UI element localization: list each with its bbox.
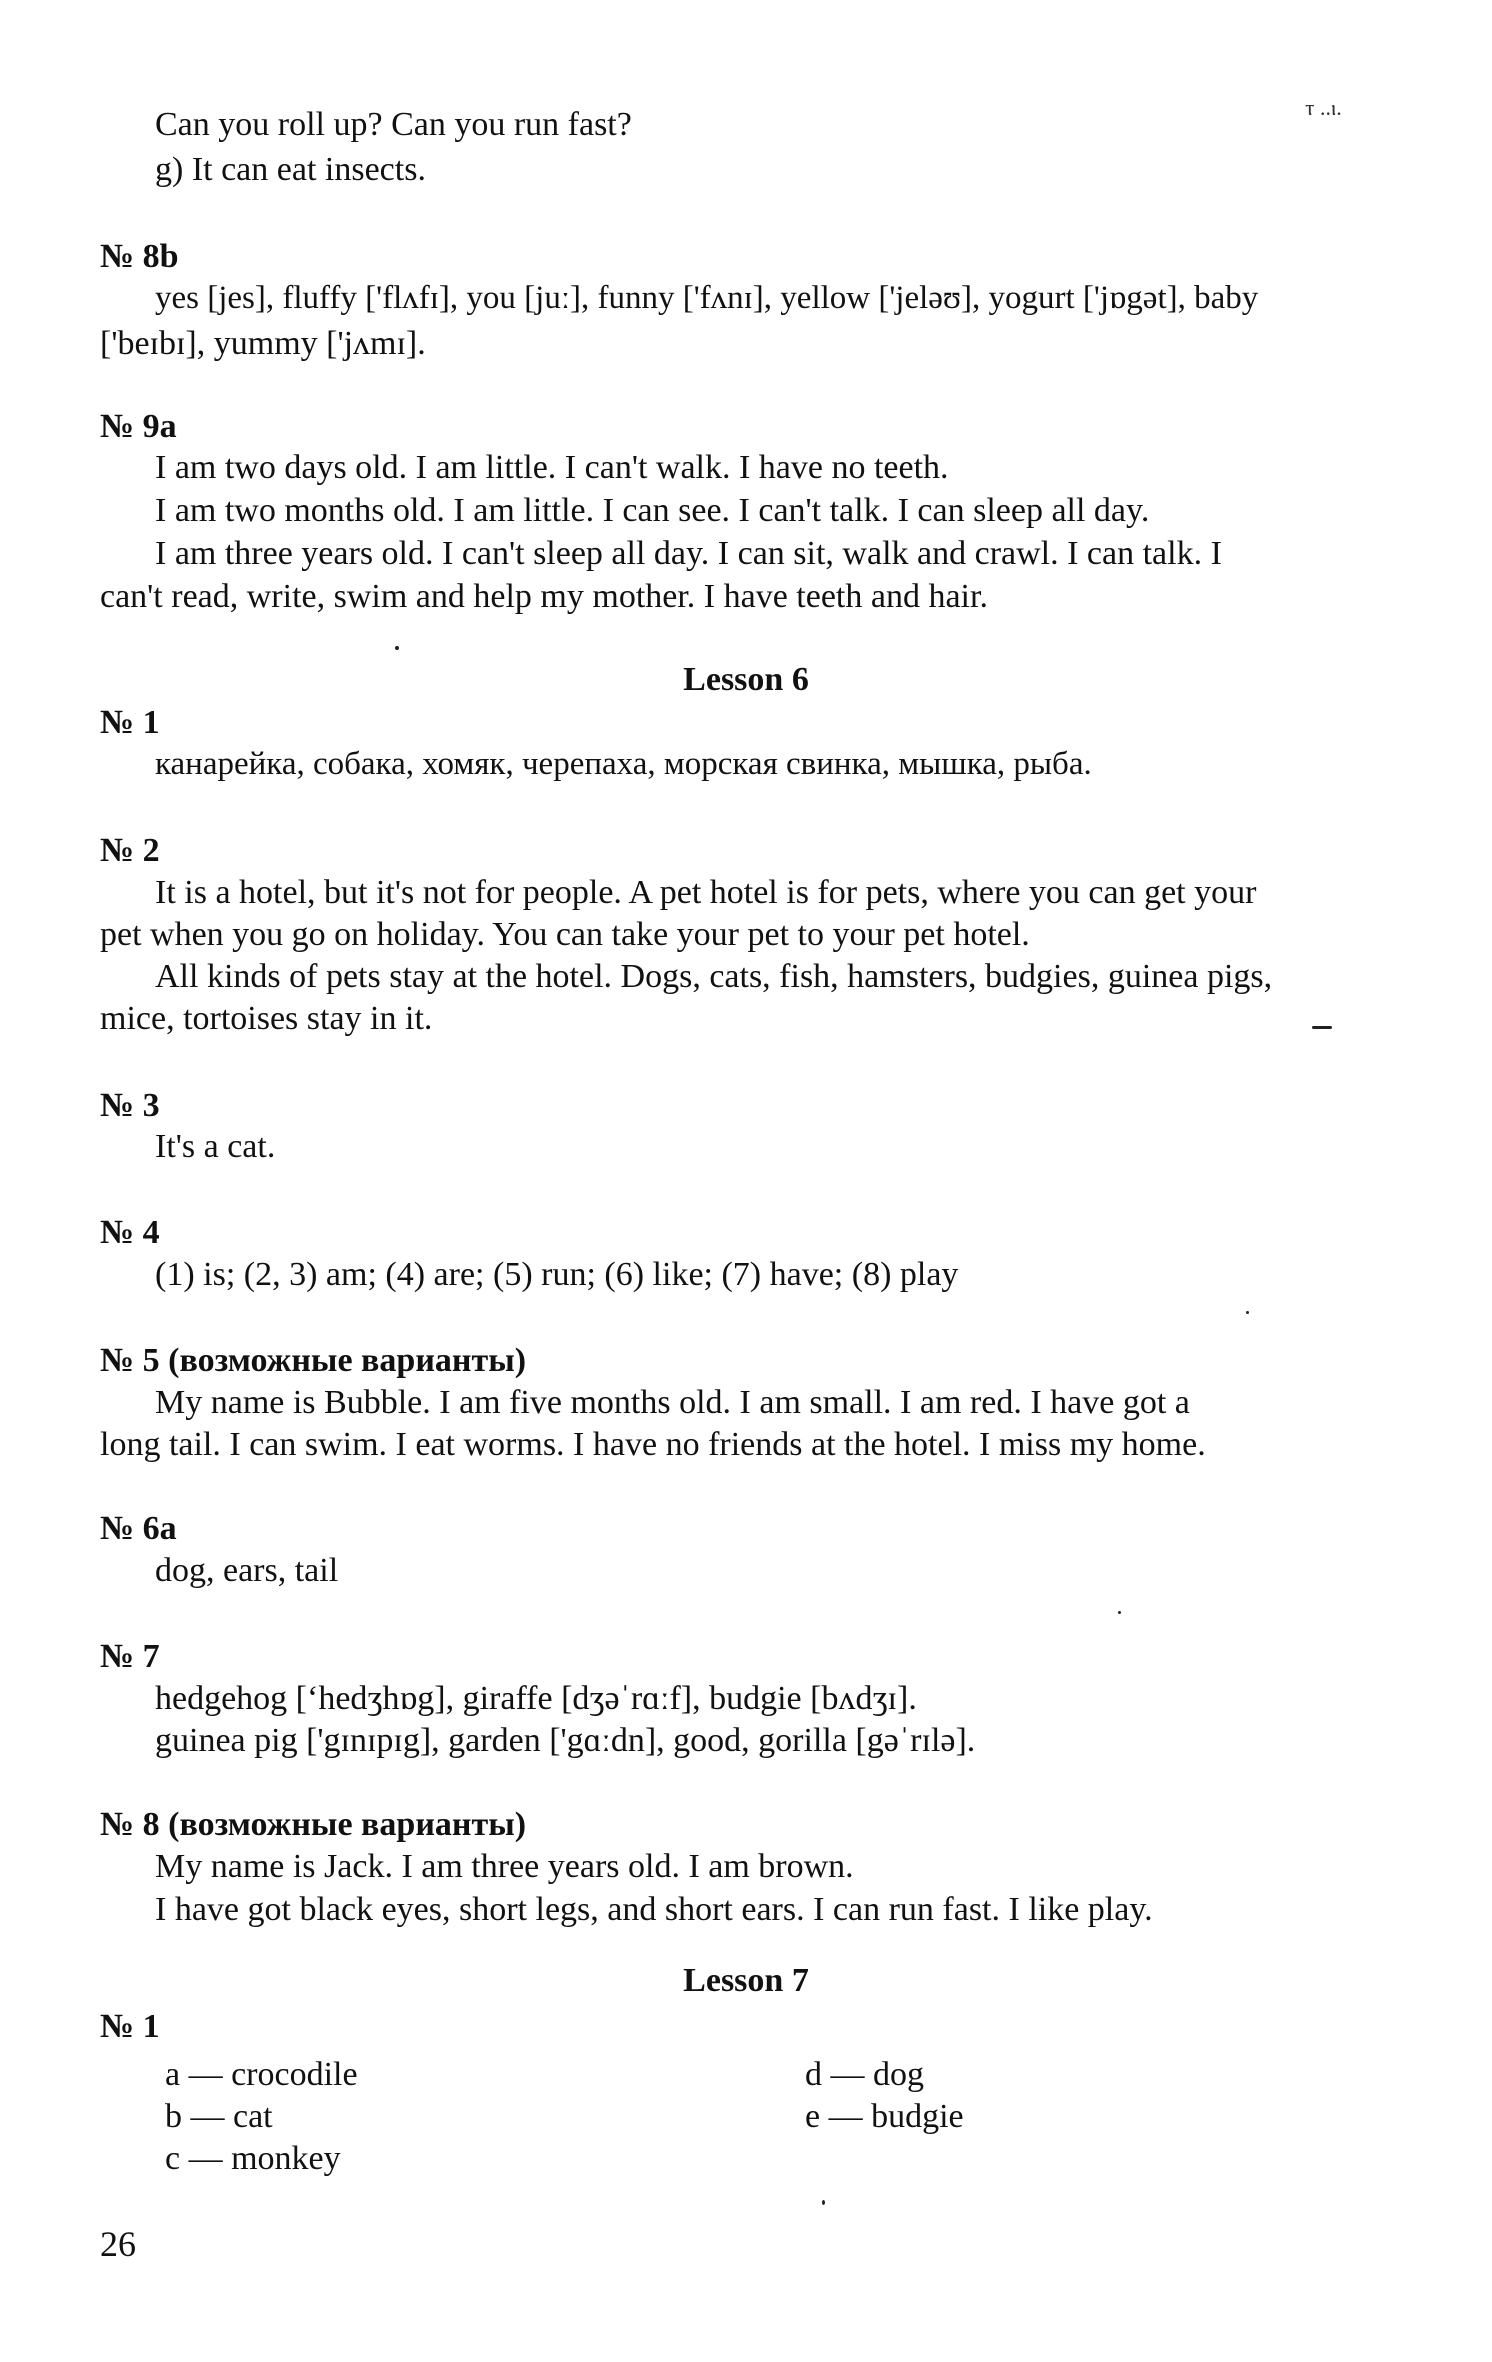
lesson-6-section-5-line-2: long tail. I can swim. I eat worms. I have no friends at the hotel. I miss my home.: [100, 1426, 1206, 1463]
print-dash: [1312, 1026, 1332, 1029]
lesson-6-section-2-line-1: It is a hotel, but it's not for people. A pet hotel is for pets, where you can get your: [155, 874, 1257, 911]
match-item: a — crocodile: [165, 2056, 358, 2093]
lesson-7-section-1-heading: № 1: [100, 2008, 160, 2045]
section-9a-line-4: can't read, write, swim and help my mother. I have teeth and hair.: [100, 578, 988, 615]
section-8b-line-1: yes [jes], fluffy ['flʌfɪ], you [juː], funny ['fʌnɪ], yellow ['jeləʊ], yogurt ['jɒgət], baby: [155, 280, 1259, 316]
lesson-6-section-4-heading: № 4: [100, 1214, 160, 1251]
lesson-6-section-4-line-1: (1) is; (2, 3) am; (4) are; (5) run; (6) like; (7) have; (8) play: [155, 1256, 959, 1293]
print-speck: [1118, 1611, 1121, 1614]
lesson-6-section-7-line-1: hedgehog [ʻhedʒhɒg], giraffe [dʒəˈrɑːf], budgie [bʌdʒɪ].: [155, 1680, 917, 1717]
match-item: e — budgie: [805, 2098, 964, 2135]
section-9a-line-2: I am two months old. I am little. I can see. I can't talk. I can sleep all day.: [155, 492, 1150, 529]
top-line-1: Can you roll up? Can you run fast?: [155, 106, 632, 143]
top-line-2: g) It can eat insects.: [155, 151, 426, 188]
lesson-6-section-2-heading: № 2: [100, 832, 160, 869]
lesson-6-title: Lesson 6: [683, 661, 809, 698]
print-speck: [1246, 1311, 1249, 1314]
lesson-6-section-5-heading: № 5 (возможные варианты): [100, 1342, 527, 1379]
lesson-6-section-1-line-1: канарейка, собака, хомяк, черепаха, морская свинка, мышка, рыба.: [155, 746, 1092, 782]
match-item: c — monkey: [165, 2140, 341, 2177]
lesson-6-section-2-line-3: All kinds of pets stay at the hotel. Dogs, cats, fish, hamsters, budgies, guinea pigs,: [155, 958, 1273, 995]
match-item: b — cat: [165, 2098, 273, 2135]
lesson-6-section-8-heading: № 8 (возможные варианты): [100, 1806, 527, 1843]
section-9a-line-3: I am three years old. I can't sleep all day. I can sit, walk and crawl. I can talk. I: [155, 535, 1222, 572]
lesson-6-section-1-heading: № 1: [100, 704, 160, 741]
lesson-6-section-7-heading: № 7: [100, 1638, 160, 1675]
print-speck: [822, 2200, 825, 2205]
lesson-7-title: Lesson 7: [683, 1962, 809, 1999]
lesson-6-section-7-line-2: guinea pig ['gɪnɪpɪg], garden ['gɑːdn], good, gorilla [gəˈrɪlə].: [155, 1722, 976, 1759]
lesson-6-section-2-line-4: mice, tortoises stay in it.: [100, 1000, 433, 1037]
lesson-6-section-6a-heading: № 6a: [100, 1510, 177, 1547]
page-number: 26: [100, 2224, 136, 2264]
match-item: d — dog: [805, 2056, 924, 2093]
print-speck: [395, 646, 399, 650]
lesson-6-section-2-line-2: pet when you go on holiday. You can take your pet to your pet hotel.: [100, 916, 1030, 953]
lesson-6-section-3-heading: № 3: [100, 1087, 160, 1124]
lesson-6-section-8-line-2: I have got black eyes, short legs, and short ears. I can run fast. I like play.: [155, 1891, 1153, 1928]
lesson-6-section-6a-line-1: dog, ears, tail: [155, 1552, 339, 1589]
corner-note: ⲧ ..ⲓ.: [1305, 95, 1342, 120]
lesson-6-section-5-line-1: My name is Bubble. I am five months old. I am small. I am red. I have got a: [155, 1384, 1190, 1421]
section-9a-heading: № 9a: [100, 408, 177, 445]
section-9a-line-1: I am two days old. I am little. I can't walk. I have no teeth.: [155, 449, 949, 486]
section-8b-heading: № 8b: [100, 238, 179, 275]
section-8b-line-2: ['beɪbɪ], yummy ['jʌmɪ].: [100, 325, 426, 362]
lesson-6-section-3-line-1: It's a cat.: [155, 1128, 276, 1165]
lesson-6-section-8-line-1: My name is Jack. I am three years old. I am brown.: [155, 1848, 854, 1885]
